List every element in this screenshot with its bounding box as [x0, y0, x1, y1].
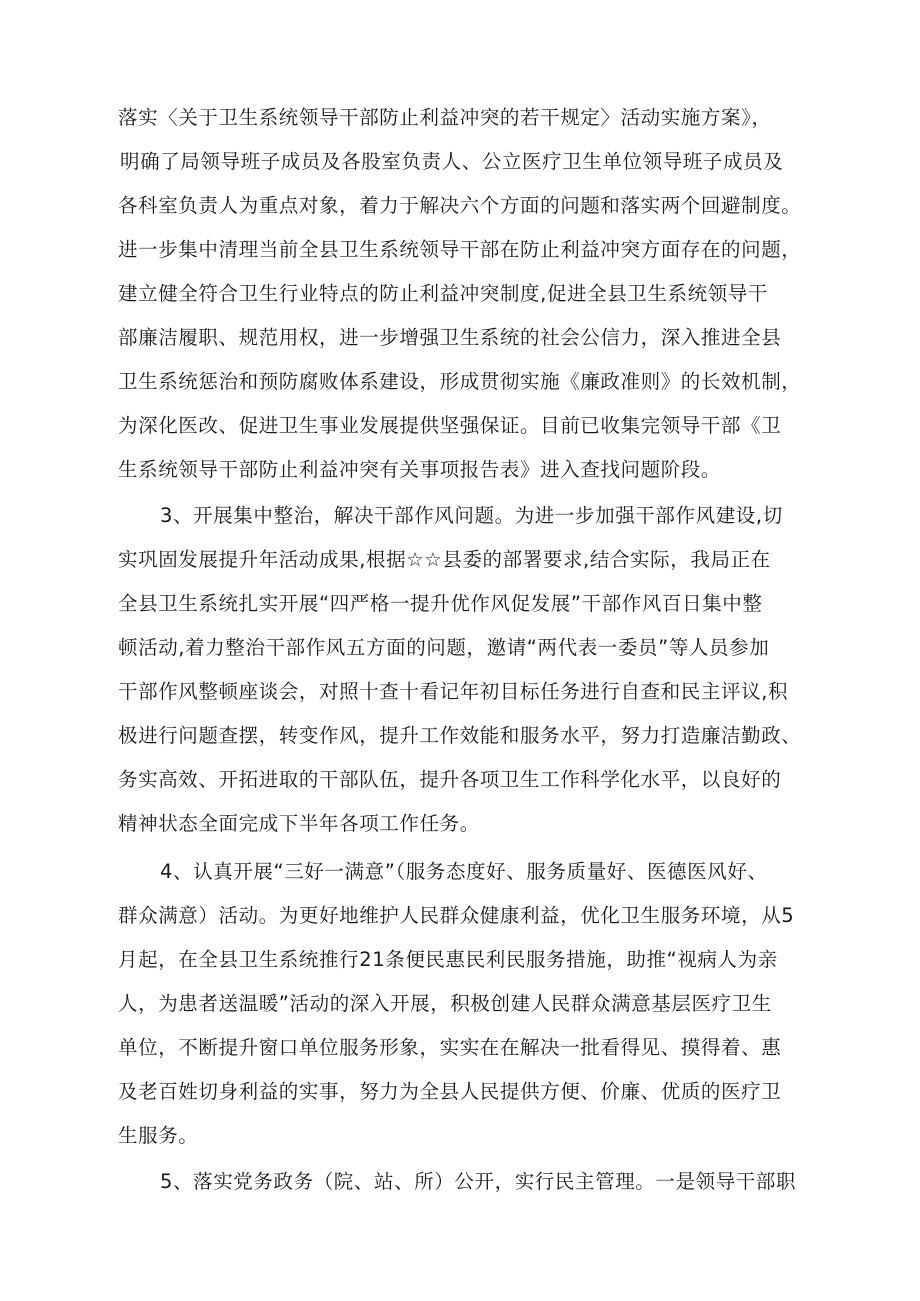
- paragraph-start: 3、开展集中整治，解决干部作风问题。为进一步加强干部作风建设,切: [160, 504, 783, 527]
- text-line: 部廉洁履职、规范用权，进一步增强卫生系统的社会公信力，深入推进全县: [118, 326, 782, 349]
- text-line: 落实〈关于卫生系统领导干部防止利益冲突的若干规定〉活动实施方案》，: [118, 106, 772, 129]
- text-line: 极进行问题查摆，转变作风，提升工作效能和服务水平，努力打造廉洁勤政、: [118, 724, 802, 747]
- text-line: 群众满意）活动。为更好地维护人民群众健康利益，优化卫生服务环境，从5: [118, 904, 795, 927]
- text-line: 单位，不断提升窗口单位服务形象，实实在在解决一批看得见、摸得着、惠: [118, 1036, 782, 1059]
- text-line: 生服务。: [118, 1124, 199, 1147]
- text-line: 干部作风整顿座谈会，对照十查十看记年初目标任务进行自查和民主评议,积: [118, 680, 789, 703]
- text-line: 实巩固发展提升年活动成果,根据☆☆县委的部署要求,结合实际，我局正在: [118, 548, 771, 571]
- text-line: 为深化医改、促进卫生事业发展提供坚强保证。目前已收集完领导干部《卫: [118, 414, 782, 437]
- text-line: 精神状态全面完成下半年各项工作任务。: [118, 812, 480, 835]
- text-line: 进一步集中清理当前全县卫生系统领导干部在防止利益冲突方面存在的问题，: [118, 238, 802, 261]
- text-line: 人，为患者送温暖”活动的深入开展，积极创建人民群众满意基层医疗卫生: [118, 992, 772, 1015]
- text-line: 及老百姓切身利益的实事，努力为全县人民提供方便、价廉、优质的医疗卫: [118, 1080, 782, 1103]
- text-line: 生系统领导干部防止利益冲突有关事项报告表》进入查找问题阶段。: [118, 458, 722, 481]
- text-line: 顿活动,着力整治干部作风五方面的问题，邀请“两代表一委员”等人员参加: [118, 636, 770, 659]
- paragraph-start: 5、落实党务政务（院、站、所）公开，实行民主管理。一是领导干部职: [160, 1170, 797, 1193]
- text-line: 卫生系统惩治和预防腐败体系建设，形成贯彻实施《廉政准则》的长效机制，: [118, 370, 802, 393]
- text-line: 各科室负责人为重点对象，着力于解决六个方面的问题和落实两个回避制度。: [118, 194, 802, 217]
- text-line: 务实高效、开拓进取的干部队伍，提升各项卫生工作科学化水平，以良好的: [118, 768, 782, 791]
- text-line: 建立健全符合卫生行业特点的防止利益冲突制度,促进全县卫生系统领导干: [118, 282, 768, 305]
- text-line: 明确了局领导班子成员及各股室负责人、公立医疗卫生单位领导班子成员及: [120, 150, 784, 173]
- text-line: 月起，在全县卫生系统推行21条便民惠民利民服务措施，助推“视病人为亲: [118, 948, 778, 971]
- text-line: 全县卫生系统扎实开展“四严格一提升优作风促发展”干部作风百日集中整: [118, 592, 763, 615]
- paragraph-start: 4、认真开展“三好一满意”（服务态度好、服务质量好、医德医风好、: [160, 860, 768, 883]
